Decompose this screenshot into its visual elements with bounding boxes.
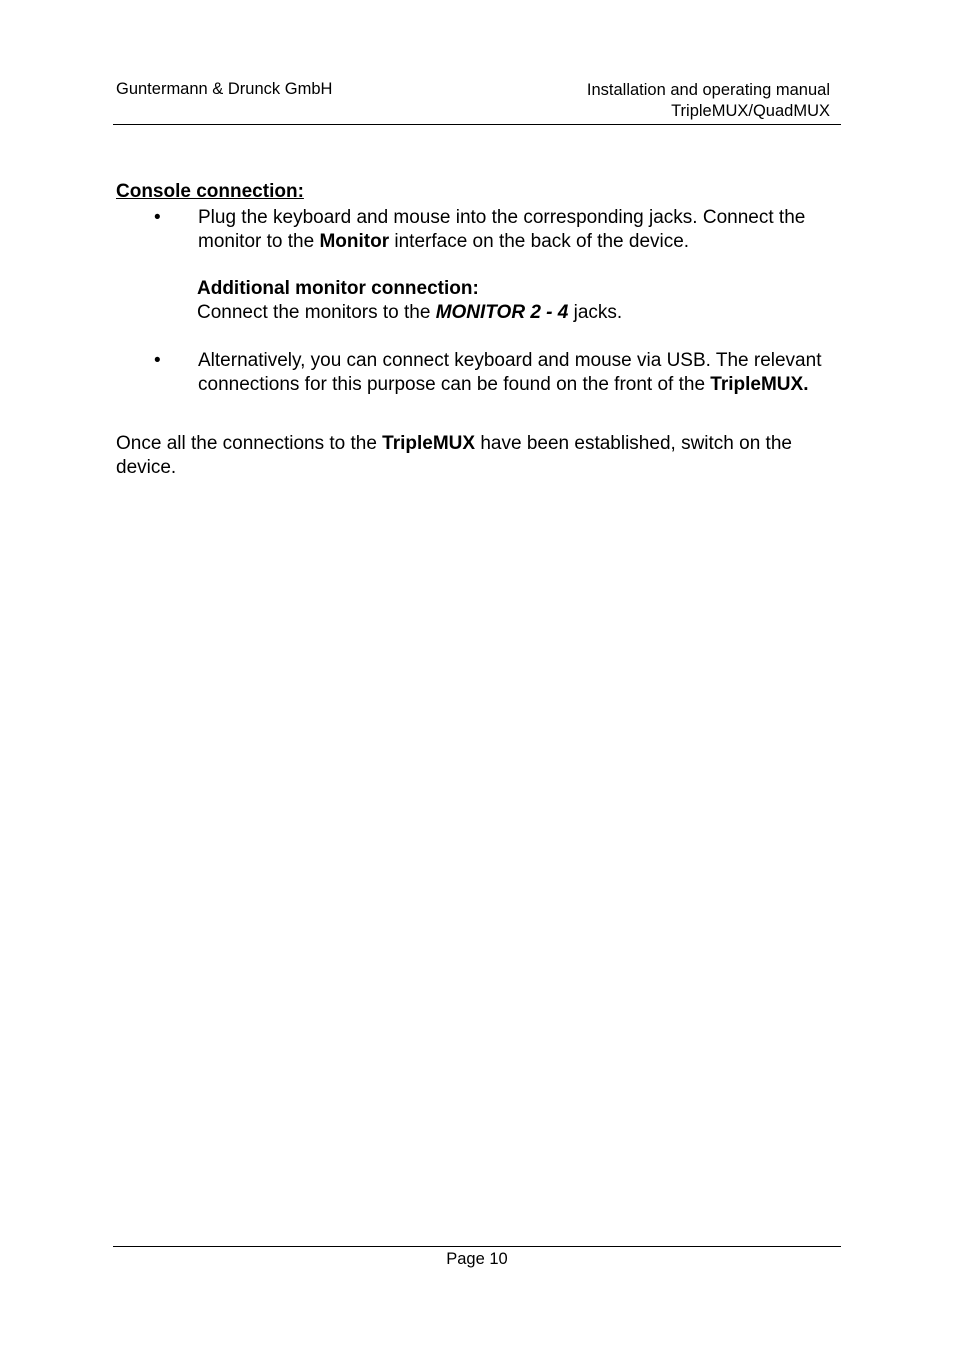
header-doc-title-line1: Installation and operating manual bbox=[586, 81, 830, 99]
closing-text-part: have been established, switch on the device. bbox=[116, 433, 792, 478]
bullet-text bbox=[198, 349, 838, 396]
bullet-icon: • bbox=[154, 207, 161, 228]
additional-monitor-note bbox=[197, 277, 817, 324]
additional-monitor-title: Additional monitor connection: bbox=[197, 278, 479, 299]
bullet-text-part: Alternatively, you can connect keyboard and mouse via USB. The relevant connections for this purpose can be found on the front of the bbox=[198, 350, 822, 395]
additional-text-part: Connect the monitors to the bbox=[197, 301, 436, 323]
bullet-text-bold: TripleMUX. bbox=[710, 373, 809, 395]
header-company: Guntermann & Drunck GmbH bbox=[116, 80, 333, 98]
section-heading: Console connection: bbox=[116, 181, 304, 202]
closing-paragraph bbox=[116, 432, 836, 480]
header-doc-title-line2: TripleMUX/QuadMUX bbox=[671, 102, 830, 120]
additional-text-emphasis: MONITOR 2 - 4 bbox=[435, 301, 569, 323]
closing-text-bold: TripleMUX bbox=[382, 433, 476, 454]
bullet-text-part: interface on the back of the device. bbox=[389, 230, 690, 252]
bullet-text bbox=[198, 206, 838, 253]
closing-text-part: Once all the connections to the bbox=[116, 433, 383, 454]
header-doc-title bbox=[587, 80, 830, 122]
footer-divider bbox=[113, 1246, 841, 1247]
additional-text-part: jacks. bbox=[568, 301, 623, 323]
bullet-text-bold: Monitor bbox=[319, 230, 390, 252]
bullet-text-part: Plug the keyboard and mouse into the corresponding jacks. Connect the monitor to the bbox=[198, 207, 806, 252]
additional-monitor-text bbox=[197, 302, 622, 323]
page-number: Page 10 bbox=[446, 1250, 508, 1268]
header-divider bbox=[113, 124, 841, 125]
bullet-icon: • bbox=[154, 350, 161, 371]
